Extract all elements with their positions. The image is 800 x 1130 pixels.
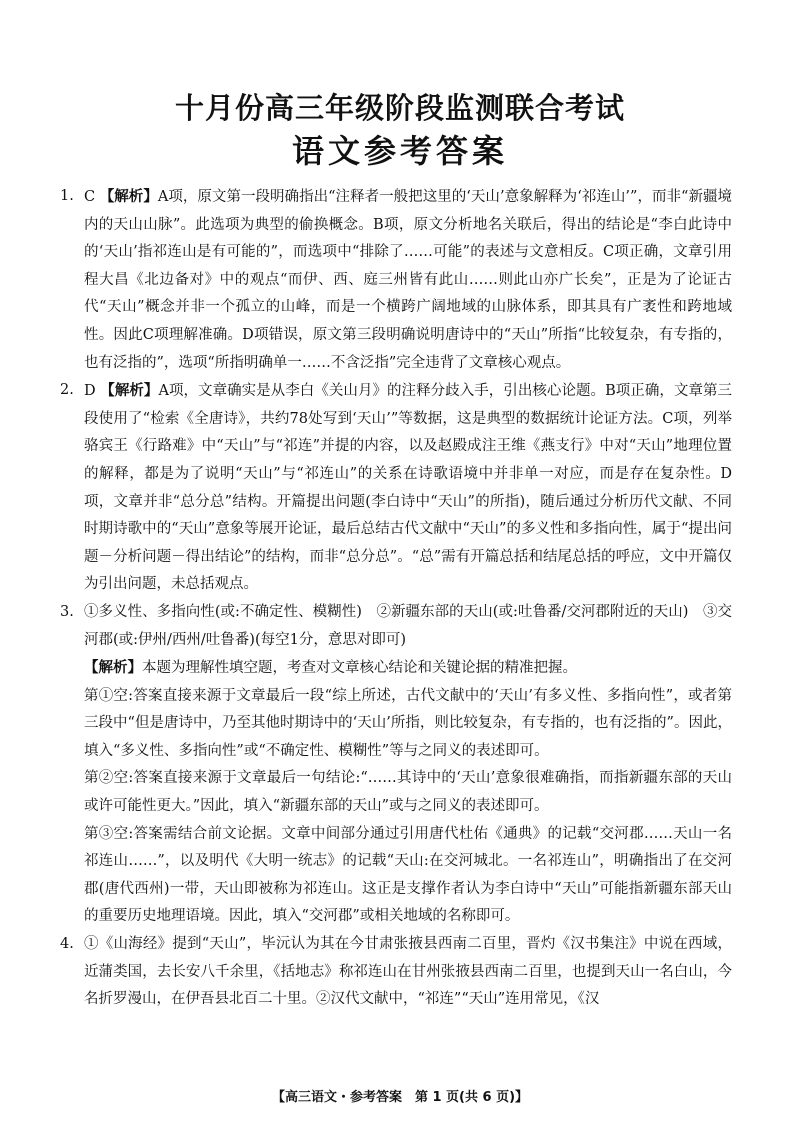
analysis-text: A项，文章确实是从李白《关山月》的注释分歧入手，引出核心论题。B项正确，文章第三段使用了“检索《全唐诗》，共约78处写到‘天山’”等数据，这是典型的数据统计论证方法。C项，列举骆宾王《行路难》中“天山”与“祁连”并提的内容，以及赵殿成注王维《燕支行》中对“天山”地理位置的解释，都是为了说明“天山”与“祁连山”的关系在诗歌语境中并非单一对应，而是存在复杂性。D项，文章并非“总分总”结构。开篇提出问题(李白诗中“天山”的所指)，随后通过分析历代文献、不同时期诗歌中的“天山”意象等展开论证，最后总结古代文献中“天山”的多义性和多指向性，属于“提出问题－分析问题－得出结论”的结构，而非“总分总”。“总”需有开篇总括和结尾总括的呼应，文中开篇仅为引出问题，未总括观点。 — [84, 383, 733, 593]
question-number: 1. — [60, 188, 74, 204]
question-number: 3. — [60, 603, 74, 620]
question-3-blank-2: 第②空:答案直接来源于文章最后一句结论:“……其诗中的‘天山’意象很难确指，而指新疆东部的天山或许可能性更大。”因此，填入“新疆东部的天山”或与之同义的表述即可。 — [84, 770, 732, 815]
document-title: 语文参考答案 — [291, 132, 508, 170]
question-1 — [60, 183, 732, 377]
answer-letter: D — [84, 383, 96, 400]
exam-title: 十月份高三年级阶段监测联合考试 — [174, 91, 625, 125]
question-number: 2. — [60, 382, 74, 399]
question-2 — [60, 377, 732, 599]
question-3 — [60, 599, 732, 654]
question-3-blank-3: 第③空:答案需结合前文论据。文章中间部分通过引用唐代杜佑《通典》的记载“交河郡……天山一名祁连山……”，以及明代《大明一统志》的记载“天山:在交河城北。一名祁连山”，明确指出了在交河郡(唐代西州)一带，天山即被称为祁连山。这正是支撑作者认为李白诗中“天山”可能指新疆东部天山的重要历史地理语境。因此，填入“交河郡”或相关地域的名称即可。 — [84, 825, 732, 925]
analysis-tag: 【解析】 — [84, 659, 142, 677]
answer-body — [60, 183, 732, 1014]
answer-text: ①《山海经》提到“天山”，毕沅认为其在今甘肃张掖县西南二百里，晋灼《汉书集注》中说在西域，近蒲类国，去长安八千余里，《括地志》称祁连山在甘州张掖县西南二百里，也提到天山一名白山，今名折罗漫山，在伊吾县北百二十里。②汉代文献中，“祁连”“天山”连用常见，《汉 — [84, 936, 732, 1008]
analysis-text: A项，原文第一段明确指出“注释者一般把这里的‘天山’意象解释为‘祁连山’”，而非“新疆境内的天山山脉”。此选项为典型的偷换概念。B项，原文分析地名关联后，得出的结论是“李白此诗中的‘天山’指祁连山是有可能的”，而选项中“排除了……可能”的表述与文意相反。C项正确，文章引用程大昌《北边备对》中的观点“而伊、西、庭三州皆有此山……则此山亦广长矣”，正是为了论证古代“天山”概念并非一个孤立的山峰，而是一个横跨广阔地域的山脉体系，即其具有广袤性和跨地域性。因此C项理解准确。D项错误，原文第三段明确说明唐诗中的“天山”所指“比较复杂，有专指的，也有泛指的”，选项“所指明确单一……不含泛指”完全违背了文章核心观点。 — [84, 189, 733, 371]
question-4 — [60, 931, 732, 1014]
analysis-tag: 【解析】 — [100, 382, 159, 400]
question-3-analysis-intro — [60, 654, 732, 683]
answer-line: ①多义性、多指向性(或:不确定性、模糊性) ②新疆东部的天山(或:吐鲁番/交河郡附近的天山) ③交河郡(或:伊州/西州/吐鲁番)(每空1分，意思对即可) — [84, 603, 732, 648]
analysis-tag: 【解析】 — [99, 188, 158, 205]
question-3-blank-1: 第①空:答案直接来源于文章最后一段“综上所述，古代文献中的‘天山’有多义性、多指向性”，或者第三段中“但是唐诗中，乃至其他时期诗中的‘天山’所指，则比较复杂，有专指的，也有泛指的”。因此，填入“多义性、多指向性”或“不确定性、模糊性”等与之同义的表述即可。 — [84, 687, 732, 759]
question-number: 4. — [60, 936, 74, 953]
answer-letter: C — [84, 189, 96, 205]
analysis-intro-text: 本题为理解性填空题，考查对文章核心结论和关键论据的精准把握。 — [142, 660, 577, 677]
page-footer: 【高三语文・参考答案 第 1 页(共 6 页)】 — [271, 1090, 529, 1105]
